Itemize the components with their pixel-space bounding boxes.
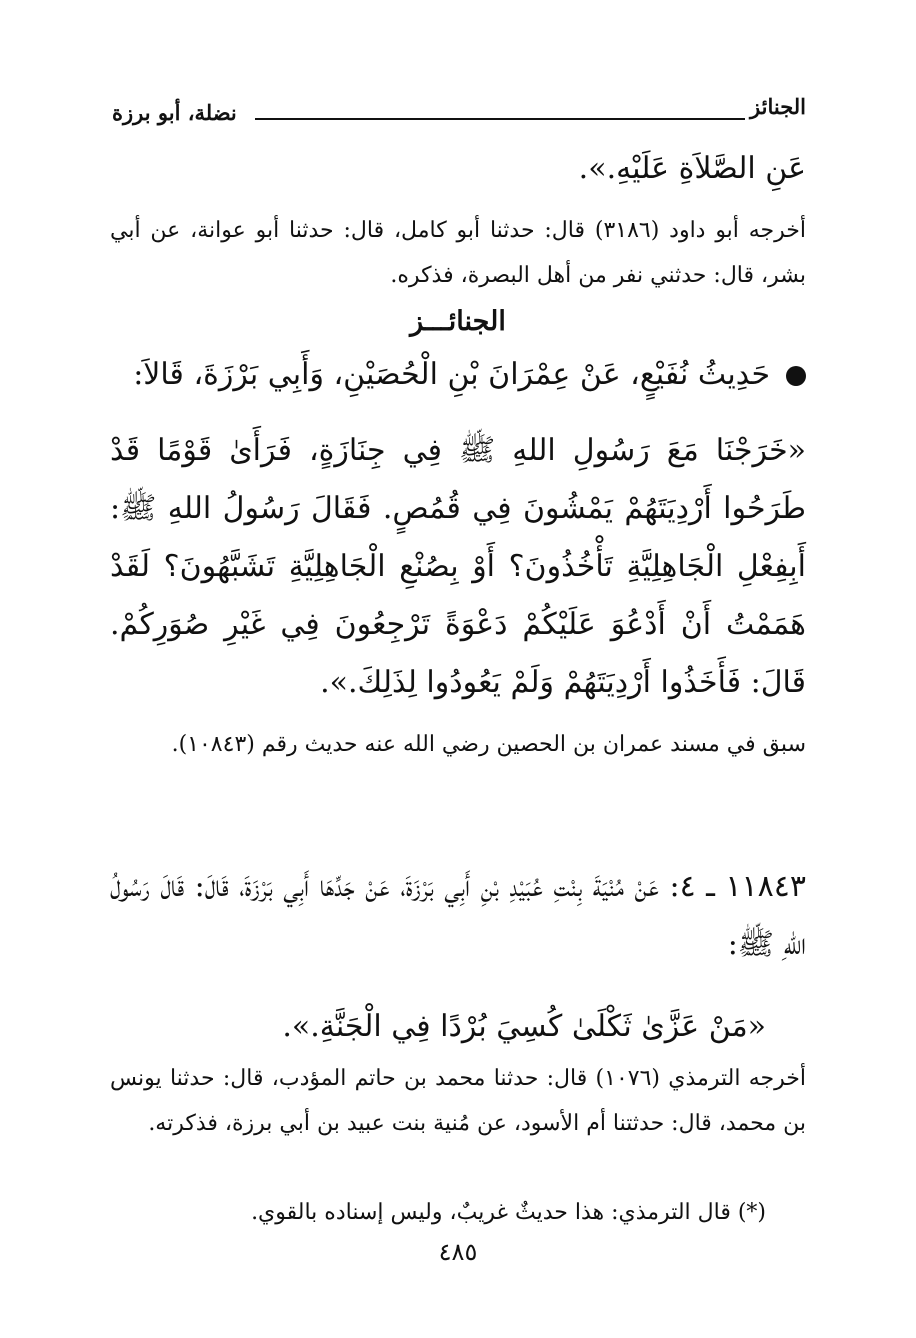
running-header-names: نضلة، أبو برزة: [112, 100, 237, 125]
hadith-2-intro: ١١٨٤٣ ـ ٤: عَنْ مُنْيَةَ بِنْتِ عُبَيْدِ بْنِ أَبِي بَرْزَةَ، عَنْ جَدِّهَا أَبِي بَرْزَةَ، قَالَ: قَالَ رَسُولُ اللهِ ﷺ:: [110, 869, 806, 962]
footnote: (*) قال الترمذي: هذا حديثٌ غريبٌ، وليس إسناده بالقوي.: [251, 1200, 766, 1225]
hadith-text: «خَرَجْنَا مَعَ رَسُولِ اللهِ ﷺ فِي جِنَازَةٍ، فَرَأَىٰ قَوْمًا قَدْ طَرَحُوا أَرْدِيَتَهُمْ يَمْشُونَ فِي قُمُصٍ. فَقَالَ رَسُولُ اللهِ ﷺ: أَبِفِعْلِ الْجَاهِلِيَّةِ تَأْخُذُونَ؟ أَوْ بِصُنْعِ الْجَاهِلِيَّةِ تَشَبَّهُونَ؟ لَقَدْ هَمَمْتُ أَنْ أَدْعُوَ عَلَيْكُمْ دَعْوَةً تَرْجِعُونَ فِي غَيْرِ صُوَرِكُمْ. قَالَ: فَأَخَذُوا أَرْدِيَتَهُمْ وَلَمْ يَعُودُوا لِذَلِكَ.».: [110, 433, 806, 700]
section-title: الجنائـــز: [410, 306, 506, 337]
bullet-icon: [786, 366, 806, 386]
header-rule: [255, 118, 745, 120]
cross-reference-note: سبق في مسند عمران بن الحصين رضي الله عنه حديث رقم (١٠٨٤٣).: [171, 732, 806, 757]
continued-hadith-line: عَنِ الصَّلاَةِ عَلَيْهِ.».: [578, 151, 806, 186]
running-header-chapter: الجنائز: [750, 94, 806, 119]
hadith-heading-text: حَدِيثُ نُفَيْعٍ، عَنْ عِمْرَانَ بْنِ الْحُصَيْنِ، وَأَبِي بَرْزَةَ، قَالاَ:: [133, 357, 770, 392]
hadith-2-text: «مَنْ عَزَّىٰ ثَكْلَىٰ كُسِيَ بُرْدًا فِي الْجَنَّةِ.».: [282, 1009, 766, 1044]
hadith-heading: [133, 346, 806, 404]
page-number: ٤٨٥: [438, 1238, 478, 1266]
takhrij-paragraph-1: أخرجه أبو داود (٣١٨٦) قال: حدثنا أبو كامل، قال: حدثنا أبو عوانة، عن أبي بشر، قال: حدثني نفر من أهل البصرة، فذكره.: [110, 218, 806, 288]
takhrij-paragraph-2: أخرجه الترمذي (١٠٧٦) قال: حدثنا محمد بن حاتم المؤدب، قال: حدثنا يونس بن محمد، قال: حدثتنا أم الأسود، عن مُنية بنت عبيد بن أبي برزة، فذكرته.: [110, 1066, 806, 1136]
